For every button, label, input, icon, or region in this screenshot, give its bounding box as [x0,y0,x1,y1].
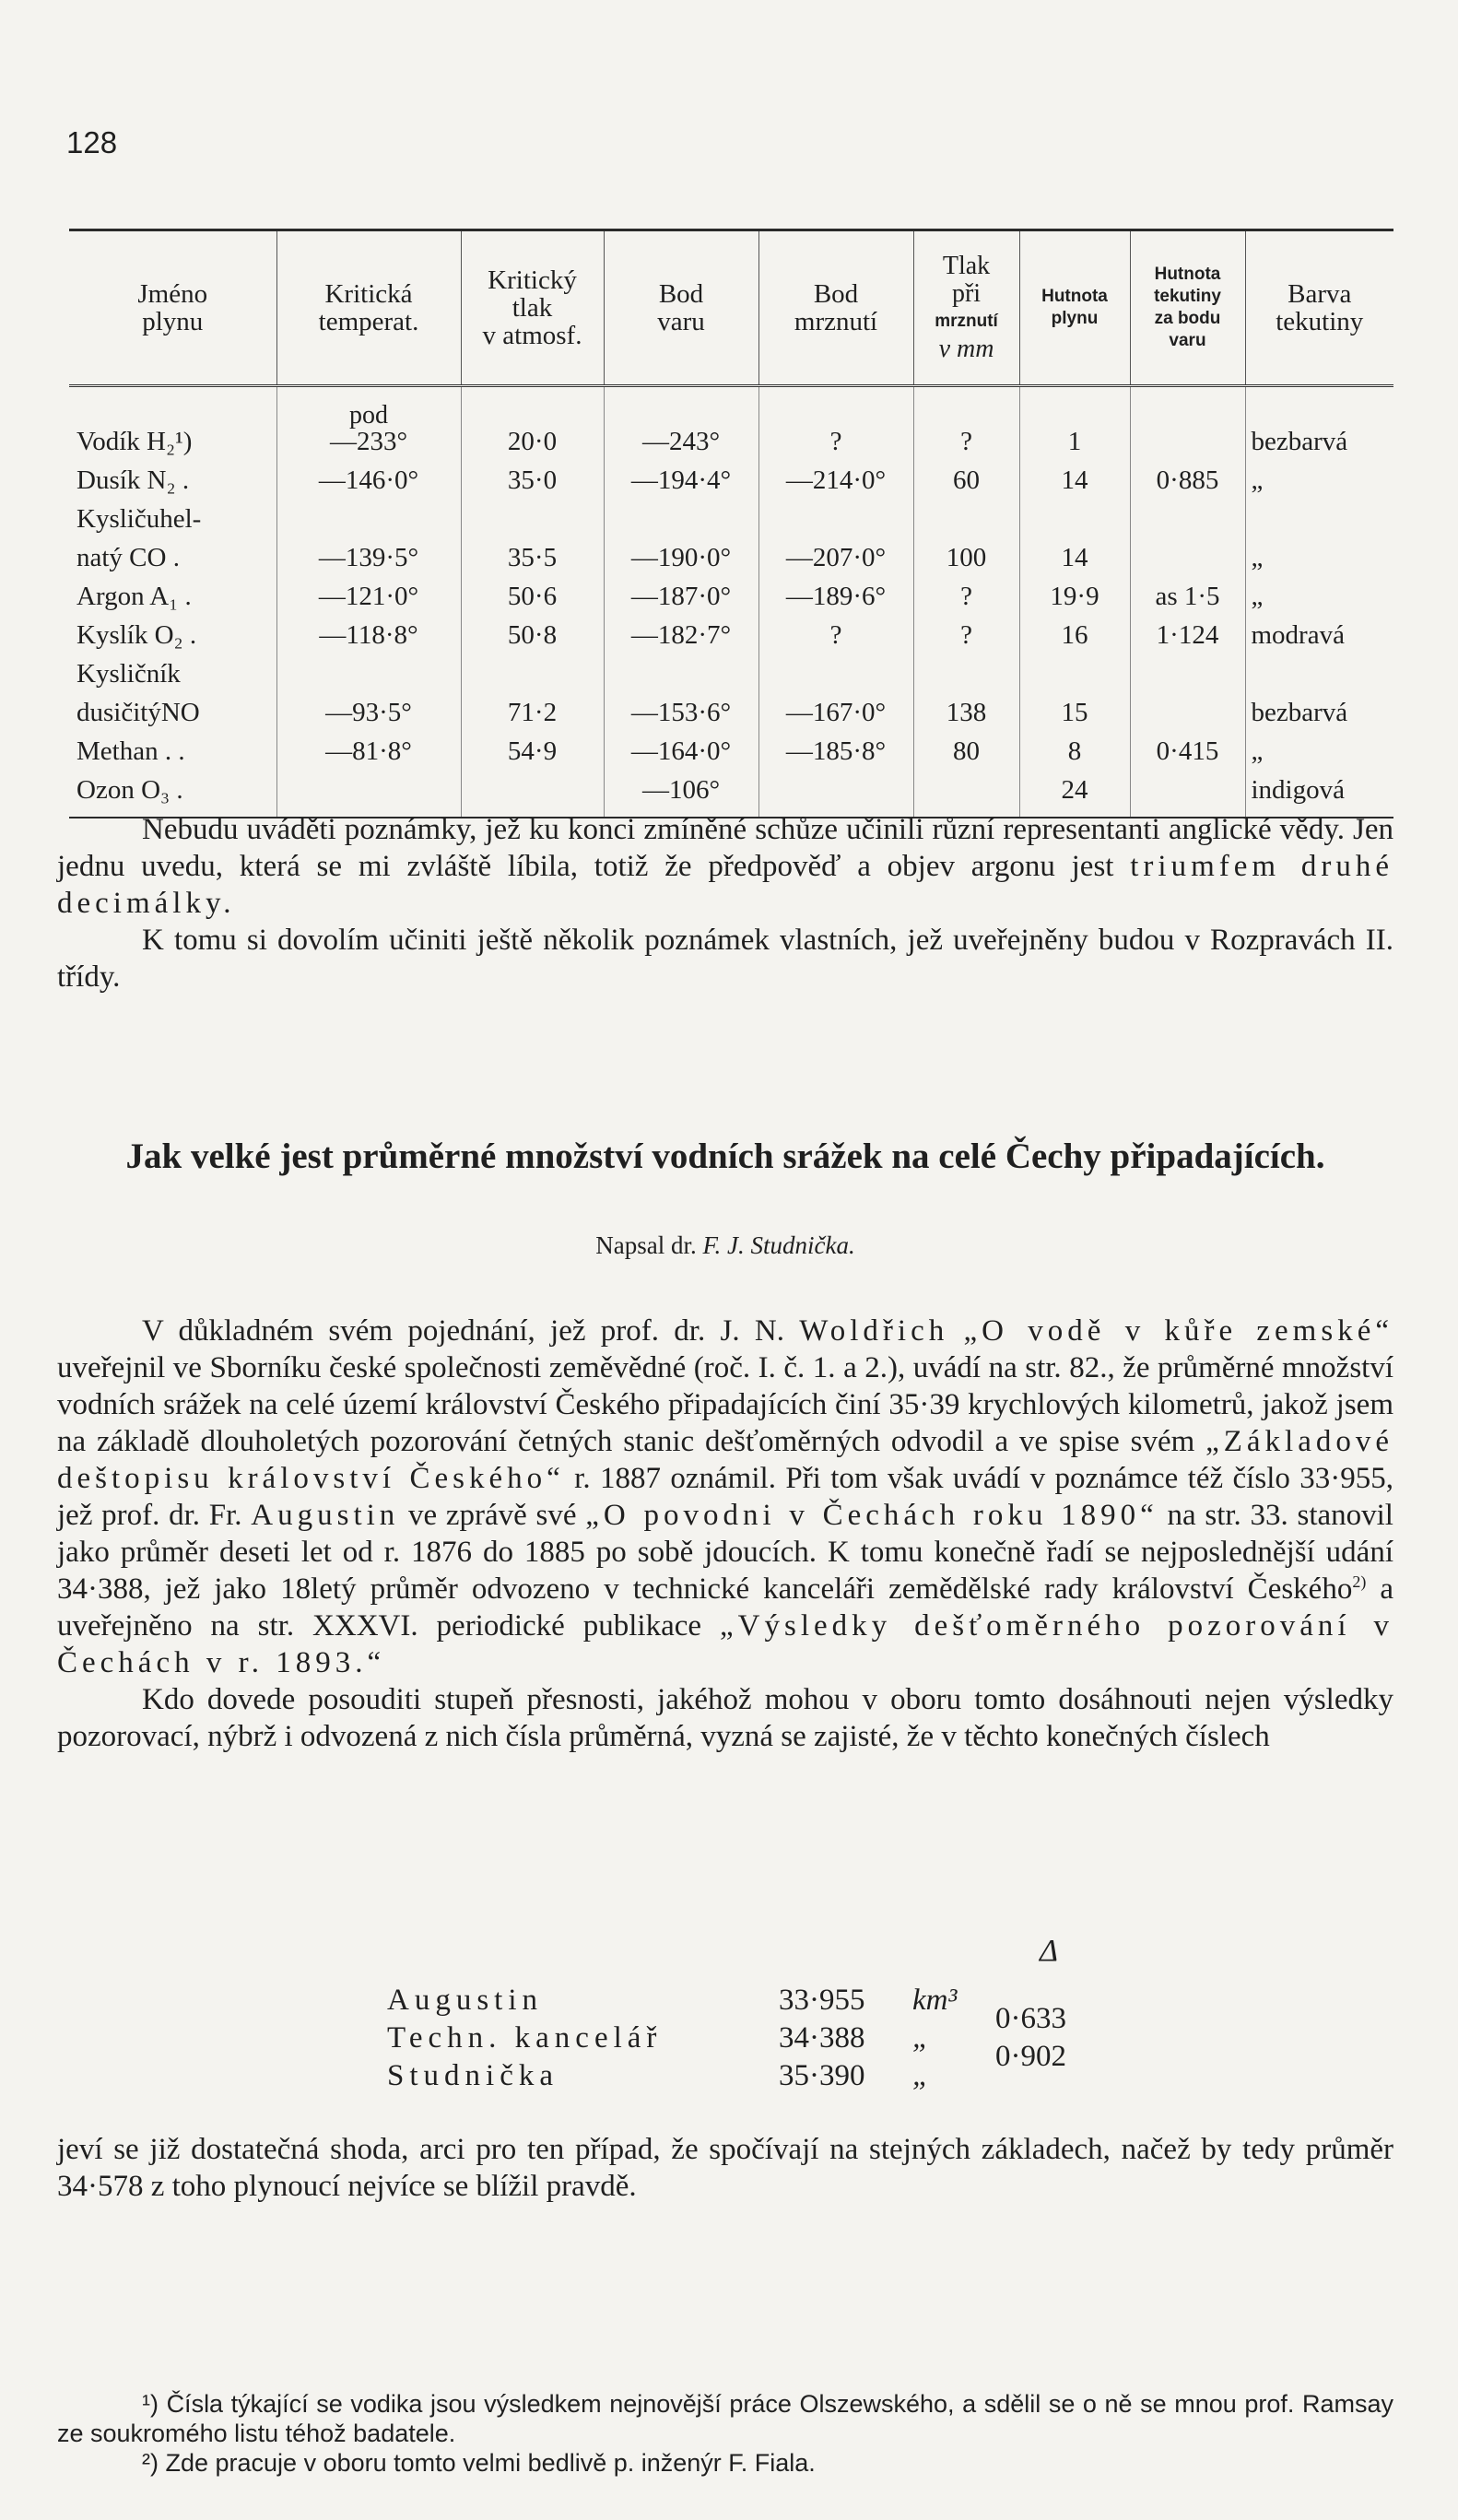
cell-freeze-text: ? [829,620,842,650]
cell-crit-temp-text: —81·8° [325,736,412,766]
main-spaced-1: Woldřich [799,1314,949,1348]
cell-dens-gas [1019,726,1130,765]
header-crit-temp: Kritická temperat. [276,230,461,386]
cell-dens-liq [1130,533,1245,571]
header-freeze: Bod mrznutí [758,230,913,386]
cell-dens-liq [1130,649,1245,688]
cell-color-text: bezbarvá [1251,427,1348,456]
cell-crit-temp [276,610,461,649]
cell-boil [604,688,758,726]
cell-color [1245,386,1393,456]
cell-boil-text: —182·7° [630,620,732,650]
cell-name-text: Vodík H₂¹) [76,427,193,456]
paragraph1-text-a: Nebudu uváděti poznámky, jež ku konci zmíněné schůze učinili různí representanti anglické vědy. Jen jednu uvedu, která se mi zvláště líbila, totiž že předpověď a objev argonu jest [57,813,1393,883]
paragraph1-spaced: triumfem druhé decimálky. [57,850,1394,920]
cell-pressure [913,494,1019,533]
cell-freeze [758,494,913,533]
cell-name [69,494,276,533]
cell-color [1245,726,1393,765]
table-row [69,386,1393,456]
cell-dens-gas-text: 14 [1061,543,1088,572]
header-dens-liq: Hutnota tekutiny za bodu varu [1130,230,1245,386]
main-spaced-6: „Výsledky dešťoměrného pozorování v Čechách v r. 1893.“ [57,1609,1393,1679]
cell-name [69,386,276,456]
cell-crit-temp-text: —118·8° [319,620,418,650]
cell-name [69,649,276,688]
cell-crit-temp [276,649,461,688]
cell-dens-liq [1130,765,1245,818]
cell-crit-pres [461,533,604,571]
cell-name [69,533,276,571]
byline-author: F. J. Studnička. [702,1231,855,1259]
main-text-3: uveřejnil ve Sborníku české společnosti zeměvědné (roč. I. č. 1. a 2.), uvádí na str. 82., že průměrné množství vodních srážek na celé území království Českého připadajících činí 35·39 krychlových kilometrů, jakož jsem na základě dlouholetých pozorování četných stanic dešťoměrných odvodil a ve spise svém [57,1351,1393,1458]
cell-pressure [913,455,1019,494]
cell-pressure [913,533,1019,571]
cell-name [69,765,276,818]
cell-crit-pres-text: 35·0 [507,465,558,495]
cell-dens-gas [1019,455,1130,494]
cell-dens-liq [1130,726,1245,765]
paragraph1-text-b: K tomu si dovolím učiniti ještě několik poznámek vlastních, jež uveřejněny budou v Rozpravách II. třídy. [57,924,1393,994]
cell-pressure-text: 80 [953,736,980,766]
cell-dens-gas [1019,386,1130,456]
cell-dens-liq [1130,386,1245,456]
cell-dens-gas [1019,494,1130,533]
comparison-name: Studnička [387,2059,559,2092]
comparison-unit: „ [912,2059,930,2092]
intro-paragraph [57,811,1393,995]
cell-pressure-text: 60 [953,465,980,495]
cell-dens-liq [1130,494,1245,533]
table-row [69,688,1393,726]
main-text-5: ve zprávě své [399,1499,586,1532]
cell-crit-temp [276,688,461,726]
cell-dens-gas [1019,688,1130,726]
cell-dens-liq [1130,610,1245,649]
footnote-2: ²) Zde pracuje v oboru tomto velmi bedlivě p. inženýr F. Fiala. [142,2449,816,2477]
header-boil: Bod varu [604,230,758,386]
cell-crit-temp [276,386,461,456]
table-header-row [69,230,1393,386]
cell-dens-gas [1019,649,1130,688]
header-dens-gas: Hutnota plynu [1019,230,1130,386]
comparison-row [387,2020,1124,2073]
byline [57,1231,1393,1260]
cell-dens-gas-text: 8 [1067,736,1082,766]
cell-name [69,455,276,494]
cell-dens-liq [1130,571,1245,610]
cell-crit-pres [461,649,604,688]
cell-crit-temp-text: —139·5° [318,543,419,572]
cell-freeze-text: ? [829,427,842,456]
cell-boil [604,455,758,494]
cell-name-text: Argon A₁ . [76,582,192,611]
cell-pressure [913,726,1019,765]
cell-crit-pres [461,688,604,726]
cell-color-text: „ [1251,543,1264,572]
main-spaced-4: Augustin [251,1499,400,1532]
comparison-row [387,1982,1124,2035]
comparison-name: Techn. kancelář [387,2021,663,2055]
table-row [69,494,1393,533]
cell-crit-pres [461,765,604,818]
cell-freeze-text: —207·0° [785,543,887,572]
footnote-1: ¹) Čísla týkající se vodika jsou výsledkem nejnovější práce Olszewského, a sdělil se o ně se mnou prof. Ramsay ze soukromého listu téhož badatele. [57,2390,1393,2447]
cell-color [1245,610,1393,649]
cell-freeze-text: —167·0° [785,698,887,727]
cell-name-text: Methan . . [76,736,185,766]
cell-boil [604,610,758,649]
comparison-diff: 0·633 [995,2002,1066,2035]
cell-crit-pres-text: 50·6 [507,582,558,611]
conclusion-paragraph [57,2131,1393,2205]
table-row [69,610,1393,649]
cell-color [1245,571,1393,610]
cell-dens-gas [1019,533,1130,571]
cell-crit-temp [276,533,461,571]
cell-freeze [758,386,913,456]
comparison-table [387,1982,1124,2095]
cell-boil [604,726,758,765]
cell-dens-gas-text: 19·9 [1050,582,1099,611]
cell-pressure [913,386,1019,456]
comparison-unit: km³ [912,1984,958,2017]
cell-boil-text: —190·0° [630,543,732,572]
cell-crit-pres [461,726,604,765]
gas-properties-table [69,229,1393,818]
header-name: Jméno plynu [69,230,276,386]
cell-pressure-text: ? [960,620,972,650]
main-spaced-2: „O vodě v kůře zemské“ [963,1314,1393,1348]
comparison-value: 35·390 [779,2059,865,2092]
cell-color [1245,688,1393,726]
cell-crit-pres [461,386,604,456]
cell-crit-pres [461,610,604,649]
comparison-name: Augustin [387,1984,544,2017]
cell-dens-gas [1019,765,1130,818]
cell-crit-pres [461,494,604,533]
cell-dens-gas-text: 24 [1061,775,1088,805]
cell-boil [604,571,758,610]
article-heading: Jak velké jest průměrné množství vodních srážek na celé Čechy připadajících. [125,1136,1325,1176]
cell-name-text: Ozon O₃ . [76,775,183,805]
cell-pressure [913,571,1019,610]
cell-crit-pres-text: 54·9 [507,736,558,766]
cell-pressure [913,765,1019,818]
main-text-1: V důkladném svém pojednání, jež prof. dr. J. N. [142,1314,800,1348]
cell-crit-temp [276,455,461,494]
cell-crit-pres-text: 20·0 [507,427,558,456]
cell-dens-liq-text: 0·415 [1156,736,1219,766]
cell-dens-gas-text: 14 [1061,465,1088,495]
cell-name-text: Kysličník [76,659,181,689]
cell-name-text: Dusík N₂ . [76,465,190,495]
cell-name-text: dusičitýNO [76,698,200,727]
table-row [69,571,1393,610]
cell-crit-temp-text: —121·0° [318,582,419,611]
cell-boil [604,765,758,818]
cell-crit-temp [276,494,461,533]
cell-name-text: natý CO . [76,543,180,572]
comparison-value: 33·955 [779,1984,865,2017]
cell-crit-pres [461,571,604,610]
cell-dens-liq [1130,688,1245,726]
comparison-unit: „ [912,2021,930,2055]
cell-crit-temp [276,571,461,610]
cell-boil-text: —194·4° [630,465,732,495]
cell-boil-text: —164·0° [630,736,732,766]
page-number: 128 [66,125,118,159]
cell-boil-text: —187·0° [630,582,732,611]
comparison-diff: 0·902 [995,2040,1066,2073]
main-spaced-3: „Základové deštopisu království Českého“ [57,1425,1393,1495]
cell-freeze [758,688,913,726]
cell-dens-liq [1130,455,1245,494]
cell-freeze [758,726,913,765]
main-text-2 [948,1314,963,1348]
cell-crit-pres-text: 50·8 [507,620,558,650]
cell-freeze-text: —185·8° [785,736,887,766]
cell-color-text: „ [1251,465,1264,495]
cell-boil-text: —243° [641,427,721,456]
main-spaced-5: „O povodni v Čechách roku 1890“ [585,1499,1158,1532]
cell-freeze [758,571,913,610]
cell-pressure-text: ? [960,582,972,611]
header-crit-pres: Kritický tlak v atmosf. [461,230,604,386]
cell-name [69,726,276,765]
comparison-value: 34·388 [779,2021,865,2055]
cell-pressure [913,610,1019,649]
cell-freeze-text: —189·6° [785,582,887,611]
comparison-row [387,2057,1124,2095]
cell-name-text: Kyslík O₂ . [76,620,197,650]
cell-crit-pres [461,455,604,494]
main-paragraph [57,1313,1393,1755]
cell-pressure [913,649,1019,688]
cell-color-text: indigová [1251,775,1345,805]
cell-name-text: Kysličuhel- [76,504,202,534]
cell-dens-liq-text: 0·885 [1156,465,1219,495]
byline-prefix: Napsal dr. [595,1231,703,1259]
cell-crit-pres-text: 35·5 [507,543,558,572]
cell-color-text: „ [1251,582,1264,611]
cell-name [69,571,276,610]
table-row [69,765,1393,818]
cell-freeze [758,455,913,494]
cell-dens-gas-text: 1 [1067,427,1082,456]
cell-dens-liq-text: 1·124 [1156,620,1219,650]
cell-pressure-text: 100 [946,543,987,572]
cell-pressure-text: 138 [946,698,987,727]
cell-dens-gas [1019,571,1130,610]
cell-crit-temp-text: —146·0° [318,465,419,495]
main-text-6: na str. 33. stanovil jako průměr deseti let od r. 1876 do 1885 po sobě jdoucích. K tomu konečně řadí se nejposlednější udání 34·388, jež jako 18letý průměr odvozeno v technické kanceláři zemědělské rady království Českého [57,1499,1393,1606]
cell-boil [604,533,758,571]
table-row [69,533,1393,571]
header-pressure: Tlak při mrznutí v mm [913,230,1019,386]
cell-pressure-text: ? [960,427,972,456]
main-text-7: a uveřejněno na str. XXXVI. periodické publikace [57,1572,1393,1643]
pod-label: pod [349,401,388,430]
cell-freeze [758,533,913,571]
cell-color [1245,533,1393,571]
cell-boil [604,386,758,456]
delta-label: Δ [1040,1934,1058,1968]
cell-freeze [758,610,913,649]
cell-color [1245,649,1393,688]
cell-dens-gas [1019,610,1130,649]
footnote-ref-2: 2) [1352,1572,1367,1591]
main-text-4: r. 1887 oznámil. Při tom však uvádí v poznámce též číslo 33·955, jež prof. dr. Fr. [57,1462,1394,1532]
cell-name [69,688,276,726]
cell-boil [604,494,758,533]
cell-pressure [913,688,1019,726]
table-row [69,455,1393,494]
cell-crit-pres-text: 71·2 [507,698,558,727]
cell-dens-gas-text: 16 [1061,620,1088,650]
cell-dens-gas-text: 15 [1061,698,1088,727]
paragraph3: Kdo dovede posouditi stupeň přesnosti, jakéhož mohou v oboru tomto dosáhnouti nejen výsledky pozorovací, nýbrž i odvozená z nich čísla průměrná, vyzná se zajisté, že v těchto konečných číslech [57,1683,1393,1753]
cell-name [69,610,276,649]
paragraph4: jeví se již dostatečná shoda, arci pro ten případ, že spočívají na stejných základech, načež by tedy průměr 34·578 z toho plynoucí nejvíce se blížil pravdě. [57,2133,1393,2203]
header-color: Barva tekutiny [1245,230,1393,386]
table-row [69,726,1393,765]
footnotes [57,2389,1393,2478]
cell-freeze [758,649,913,688]
cell-boil [604,649,758,688]
cell-color [1245,494,1393,533]
gas-table-wrap [69,229,1393,818]
cell-color-text: „ [1251,736,1264,766]
cell-crit-temp [276,765,461,818]
cell-dens-liq-text: as 1·5 [1155,582,1220,611]
cell-color [1245,455,1393,494]
cell-boil-text: —153·6° [630,698,732,727]
cell-crit-temp-text: —93·5° [325,698,412,727]
cell-crit-temp-text: —233° [329,427,408,456]
cell-crit-temp [276,726,461,765]
cell-color-text: bezbarvá [1251,698,1348,727]
cell-freeze-text: —214·0° [785,465,887,495]
cell-color [1245,765,1393,818]
table-row [69,649,1393,688]
cell-boil-text: —106° [641,775,721,805]
cell-color-text: modravá [1251,620,1345,650]
cell-freeze [758,765,913,818]
